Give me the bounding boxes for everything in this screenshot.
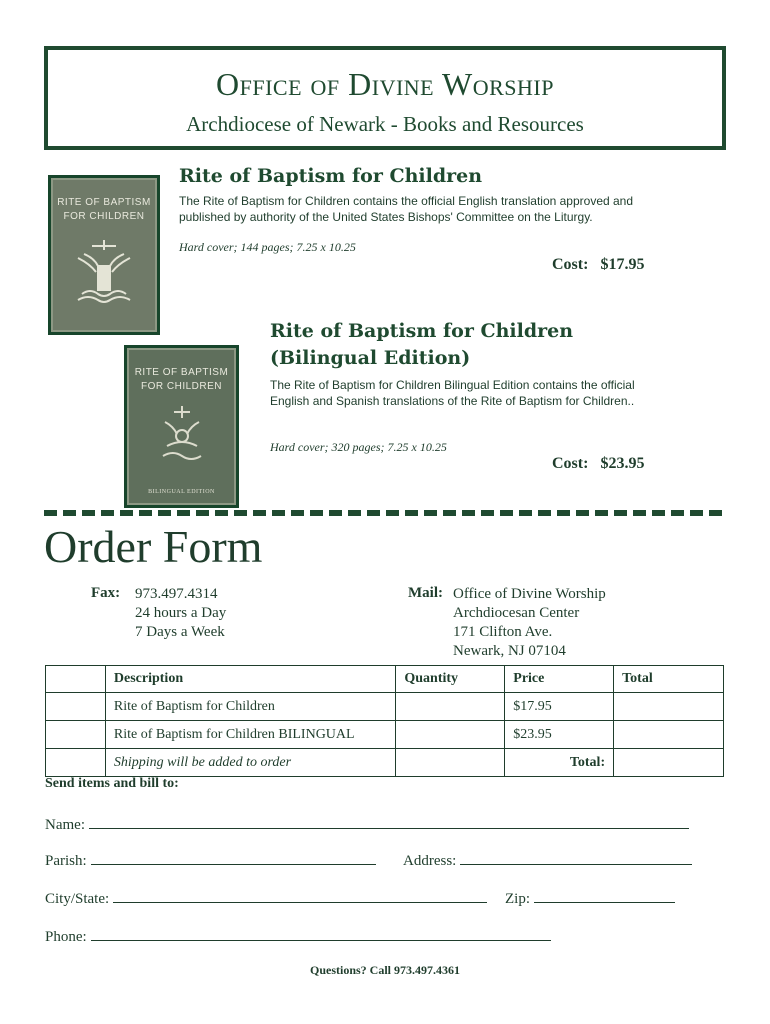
- product-spec: Hard cover; 320 pages; 7.25 x 10.25: [270, 440, 447, 454]
- city-state-field[interactable]: [45, 888, 487, 908]
- parish-field[interactable]: [45, 850, 376, 870]
- book-cover-image: [48, 175, 160, 335]
- product-cost: [552, 256, 644, 274]
- product-title: Rite of Baptism for Children: [179, 165, 483, 187]
- book-cover-title: RITE OF BAPTISM FOR CHILDREN: [134, 367, 229, 392]
- header-box: [44, 46, 726, 150]
- page-title: Office of Divine Worship: [216, 66, 554, 102]
- product-title-line1: Rite of Baptism for Children: [270, 320, 574, 342]
- address-field[interactable]: [403, 850, 692, 870]
- name-field[interactable]: [45, 814, 689, 834]
- row-blank-cell[interactable]: [46, 721, 106, 749]
- mail-line: Newark, NJ 07104: [453, 643, 566, 659]
- product-description: The Rite of Baptism for Children contains the official English translation approved and published by authority of the United States Bishops' Committee on the Liturgy.: [179, 194, 634, 224]
- product-cost: [552, 455, 644, 473]
- col-header-total: Total: [614, 666, 724, 693]
- address-label: Address:: [403, 853, 457, 869]
- row-blank-cell[interactable]: [46, 749, 106, 777]
- table-header-row: [46, 666, 724, 693]
- product-spec: Hard cover; 144 pages; 7.25 x 10.25: [179, 240, 356, 254]
- candle-emblem-icon: [64, 236, 144, 306]
- book-cover-edition: BILINGUAL EDITION: [148, 489, 215, 495]
- row-description: Rite of Baptism for Children BILINGUAL: [105, 721, 395, 749]
- zip-input-line[interactable]: [534, 888, 675, 903]
- send-items-label: Send items and bill to:: [45, 776, 179, 791]
- cost-label: Cost:: [552, 455, 589, 472]
- mail-address: [453, 585, 606, 661]
- name-label: Name:: [45, 817, 85, 833]
- row-price: $23.95: [505, 721, 614, 749]
- row-total-input[interactable]: [614, 721, 724, 749]
- cost-label: Cost:: [552, 256, 589, 273]
- order-table: [45, 665, 724, 777]
- row-description: Rite of Baptism for Children: [105, 693, 395, 721]
- shipping-note: Shipping will be added to order: [105, 749, 395, 777]
- mail-label: Mail:: [408, 585, 443, 601]
- parish-input-line[interactable]: [91, 850, 376, 865]
- zip-field[interactable]: [505, 888, 675, 908]
- mail-line: Archdiocesan Center: [453, 605, 580, 621]
- grand-total-label: Total:: [505, 749, 614, 777]
- table-row: [46, 693, 724, 721]
- name-input-line[interactable]: [89, 814, 689, 829]
- fax-label: Fax:: [91, 585, 121, 601]
- phone-field[interactable]: [45, 926, 551, 946]
- phone-input-line[interactable]: [91, 926, 551, 941]
- grand-total-input[interactable]: [614, 749, 724, 777]
- cost-value: $17.95: [600, 256, 645, 273]
- row-quantity-input[interactable]: [396, 749, 505, 777]
- phone-label: Phone:: [45, 929, 87, 945]
- col-header-description: Description: [105, 666, 395, 693]
- parish-label: Parish:: [45, 853, 87, 869]
- col-header-price: Price: [505, 666, 614, 693]
- row-blank-cell[interactable]: [46, 693, 106, 721]
- questions-contact: Questions? Call 973.497.4361: [309, 963, 460, 977]
- fax-details: [135, 585, 226, 642]
- dashed-divider: [44, 510, 724, 516]
- page-subtitle: Archdiocese of Newark - Books and Resources: [186, 112, 584, 136]
- zip-label: Zip:: [505, 891, 530, 907]
- address-input-line[interactable]: [460, 850, 692, 865]
- table-row: [46, 749, 724, 777]
- book-cover-title: RITE OF BAPTISM FOR CHILDREN: [57, 197, 151, 222]
- cost-value: $23.95: [600, 455, 645, 472]
- row-price: $17.95: [505, 693, 614, 721]
- product-description: The Rite of Baptism for Children Bilingual Edition contains the official English and Spanish translations of the Rite of Baptism for Children..: [270, 378, 635, 408]
- order-form-title: Order Form: [44, 521, 263, 572]
- mail-line: 171 Clifton Ave.: [453, 624, 553, 640]
- city-state-label: City/State:: [45, 891, 110, 907]
- row-quantity-input[interactable]: [396, 693, 505, 721]
- qty-checkbox-cell[interactable]: [46, 666, 106, 693]
- table-row: [46, 721, 724, 749]
- row-total-input[interactable]: [614, 693, 724, 721]
- city-state-input-line[interactable]: [113, 888, 487, 903]
- product-title: [270, 318, 573, 372]
- fax-days: 7 Days a Week: [135, 624, 225, 640]
- col-header-quantity: Quantity: [396, 666, 505, 693]
- mail-line: Office of Divine Worship: [453, 586, 606, 602]
- dove-emblem-icon: [147, 400, 217, 466]
- fax-number: 973.497.4314: [135, 586, 218, 602]
- book-cover-image: [124, 345, 239, 508]
- product-title-line2: (Bilingual Edition): [270, 347, 471, 369]
- fax-hours: 24 hours a Day: [135, 605, 227, 621]
- row-quantity-input[interactable]: [396, 721, 505, 749]
